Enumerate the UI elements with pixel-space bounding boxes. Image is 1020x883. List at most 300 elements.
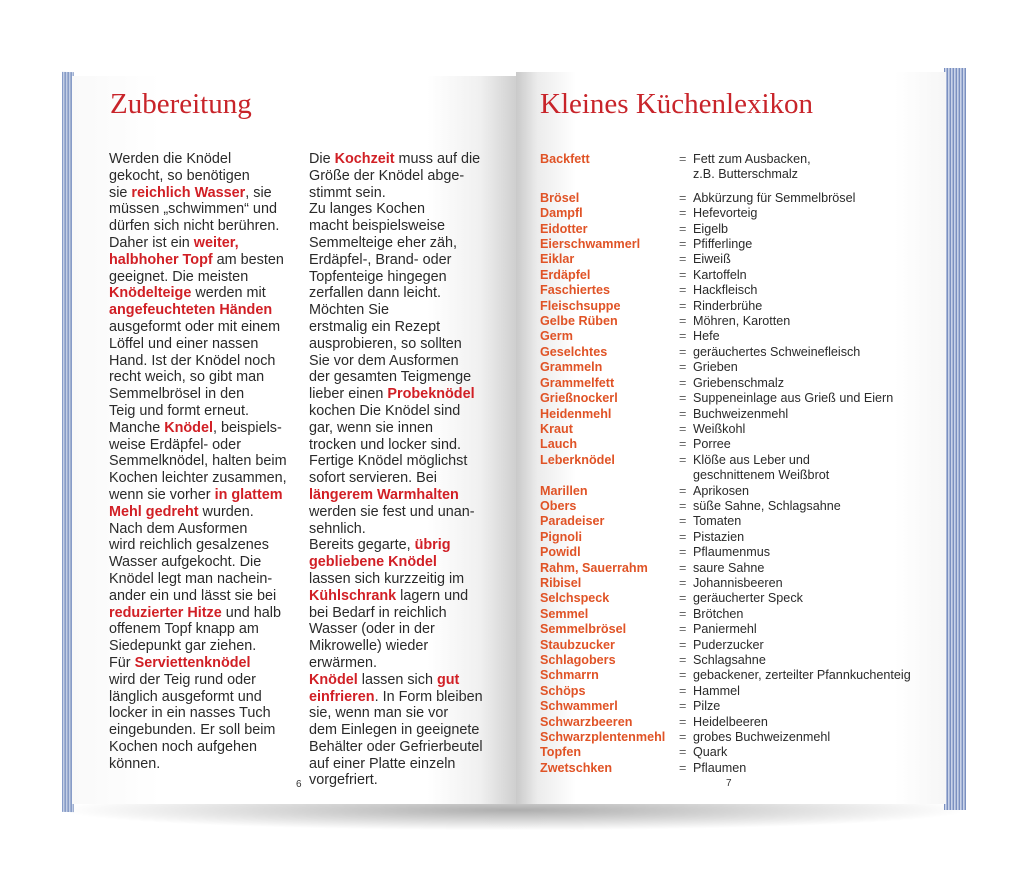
text-segment: Manche (109, 419, 165, 436)
definition-line: Hackfleisch (693, 283, 758, 298)
left-page (72, 76, 516, 804)
text-segment: muss auf die (394, 151, 481, 167)
glossary-entry (540, 715, 940, 730)
glossary-definition (693, 745, 727, 760)
glossary-entry (540, 299, 940, 314)
glossary-entry (540, 206, 940, 221)
definition-line: z.B. Butterschmalz (693, 167, 798, 182)
equals-sign: = (679, 437, 687, 452)
definition-line: Kartoffeln (693, 267, 747, 282)
text-line (109, 554, 299, 571)
text-segment: eingebunden. Er soll beim (109, 722, 276, 739)
glossary-definition (693, 283, 757, 298)
glossary-definition (693, 715, 768, 730)
text-line (109, 756, 299, 773)
text-line (309, 453, 509, 470)
glossary-term: Staubzucker (540, 637, 615, 652)
glossary-definition (693, 545, 770, 560)
text-line (309, 521, 509, 538)
text-segment: Sie vor dem Ausformen (309, 352, 459, 369)
glossary-definition (693, 391, 893, 406)
equals-sign: = (679, 622, 687, 637)
glossary-definition (693, 191, 855, 206)
glossary-entry (540, 576, 940, 591)
glossary-definition (693, 622, 757, 637)
glossary-definition (693, 499, 841, 514)
glossary-term: Heidenmehl (540, 406, 612, 421)
glossary-definition (693, 453, 829, 484)
text-line (109, 302, 299, 319)
text-segment: Werden die Knödel (109, 151, 232, 167)
highlighted-term: gebliebene Knödel (309, 554, 437, 571)
definition-line: Heidelbeeren (693, 714, 768, 729)
text-line (109, 453, 299, 470)
equals-sign: = (679, 745, 687, 760)
highlighted-term: Serviettenknödel (134, 654, 251, 671)
text-segment: lassen sich (357, 671, 437, 688)
equals-sign: = (679, 699, 687, 714)
text-segment: lagern und (396, 587, 469, 604)
highlighted-term: übrig (414, 537, 451, 554)
text-segment: sie, wenn man sie vor (309, 705, 449, 722)
glossary-entry (540, 283, 940, 298)
equals-sign: = (679, 452, 687, 467)
glossary-term: Schmarrn (540, 668, 599, 683)
text-segment: müssen „schwimmen“ und (109, 201, 277, 218)
glossary-entry (540, 453, 940, 484)
equals-sign: = (679, 714, 687, 729)
equals-sign: = (679, 730, 687, 745)
text-segment: Teig und formt erneut. (109, 402, 249, 419)
glossary-definition (693, 607, 743, 622)
page-number-left: 6 (296, 779, 302, 790)
text-segment: lieber einen (309, 386, 388, 403)
equals-sign: = (679, 560, 687, 575)
glossary-term: Ribisel (540, 575, 582, 590)
text-segment: , beispiels- (212, 419, 282, 436)
definition-line: süße Sahne, Schlagsahne (693, 498, 841, 513)
text-segment: Größe der Knödel abge- (309, 167, 465, 184)
glossary-definition (693, 360, 738, 375)
glossary-entry (540, 376, 940, 391)
text-segment: Siedepunkt gar ziehen. (109, 638, 257, 655)
equals-sign: = (679, 344, 687, 359)
text-line (109, 722, 299, 739)
glossary-entry (540, 222, 940, 237)
text-segment: Kochen noch aufgehen (109, 738, 258, 755)
glossary-entry (540, 668, 940, 683)
definition-line: geräuchertes Schweinefleisch (693, 344, 861, 359)
text-segment: erwärmen. (309, 654, 377, 671)
glossary-definition (693, 422, 745, 437)
equals-sign: = (679, 152, 687, 166)
glossary-term: Schöps (540, 683, 586, 698)
glossary-term: Germ (540, 329, 573, 344)
definition-line: Pflaumenmus (693, 545, 770, 560)
text-line (109, 437, 299, 454)
text-segment: vorgefriert. (309, 772, 378, 789)
glossary-term: Erdäpfel (540, 267, 591, 282)
glossary-term: Schwarzbeeren (540, 714, 633, 729)
text-line (109, 218, 299, 235)
text-line (109, 537, 299, 554)
definition-line: Tomaten (693, 514, 742, 529)
highlighted-term: Knödel (164, 419, 213, 436)
right-page-title: Kleines Küchenlexikon (540, 88, 814, 120)
glossary-term: Eierschwammerl (540, 237, 641, 252)
text-line (109, 470, 299, 487)
glossary-definition (693, 668, 911, 683)
text-line (109, 521, 299, 538)
glossary-definition (693, 329, 720, 344)
text-line (309, 756, 509, 773)
text-line (309, 705, 509, 722)
glossary-term: Grammelfett (540, 375, 615, 390)
text-line (109, 235, 299, 252)
text-line (109, 336, 299, 353)
definition-line: geschnittenem Weißbrot (693, 468, 830, 483)
text-line (109, 151, 299, 168)
definition-line: saure Sahne (693, 560, 765, 575)
right-page (516, 72, 946, 804)
text-segment: Kochen leichter zusammen, (109, 470, 287, 487)
glossary-term: Leberknödel (540, 452, 615, 467)
definition-line: gebackener, zerteilter Pfannkuchenteig (693, 668, 911, 683)
text-line (109, 201, 299, 218)
glossary-definition (693, 576, 783, 591)
glossary-entry (540, 730, 940, 745)
equals-sign: = (679, 606, 687, 621)
text-line (309, 554, 509, 571)
glossary-term: Semmel (540, 606, 589, 621)
definition-line: Buchweizenmehl (693, 406, 789, 421)
equals-sign: = (679, 575, 687, 590)
glossary-definition (693, 222, 728, 237)
equals-sign: = (679, 653, 687, 667)
text-segment: sie (109, 184, 132, 201)
glossary-definition (693, 530, 744, 545)
highlighted-term: weiter, (193, 234, 239, 251)
definition-line: Pistazien (693, 529, 745, 544)
text-segment: Für (109, 654, 135, 671)
text-line (109, 269, 299, 286)
text-line (309, 336, 509, 353)
text-line (309, 285, 509, 302)
text-line (109, 168, 299, 185)
definition-line: Rinderbrühe (693, 298, 763, 313)
definition-line: Porree (693, 437, 731, 452)
text-segment: wurden. (198, 503, 254, 520)
text-line (109, 403, 299, 420)
text-segment: offenem Topf knapp am (109, 621, 259, 638)
glossary-term: Obers (540, 498, 577, 513)
text-line (109, 353, 299, 370)
text-line (309, 168, 509, 185)
text-line (109, 621, 299, 638)
definition-line: Griebenschmalz (693, 375, 784, 390)
glossary-entry (540, 653, 940, 668)
text-segment: wird der Teig rund oder (109, 671, 256, 688)
glossary-term: Eidotter (540, 221, 588, 236)
glossary-entry (540, 360, 940, 375)
text-segment: , sie (245, 184, 272, 201)
glossary-definition (693, 684, 740, 699)
highlighted-term: Probeknödel (387, 386, 475, 403)
text-line (309, 386, 509, 403)
glossary-entry (540, 684, 940, 699)
glossary-entry (540, 314, 940, 329)
glossary-term: Powidl (540, 545, 581, 560)
highlighted-term: reichlich Wasser (131, 184, 246, 201)
text-segment: gekocht, so benötigen (109, 167, 250, 184)
text-line (109, 487, 299, 504)
text-segment: der gesamten Teigmenge (309, 369, 472, 386)
equals-sign: = (679, 360, 687, 375)
glossary-term: Rahm, Sauerrahm (540, 560, 648, 575)
text-segment: sehnlich. (309, 520, 366, 537)
equals-sign: = (679, 683, 687, 698)
text-segment: locker in ein nasses Tuch (109, 705, 271, 722)
glossary-term: Kraut (540, 421, 573, 436)
glossary-entry (540, 345, 940, 360)
text-segment: werden mit (191, 285, 266, 302)
definition-line: Hefevorteig (693, 206, 758, 221)
glossary-entry (540, 530, 940, 545)
glossary-entry (540, 391, 940, 406)
glossary-term: Backfett (540, 152, 590, 166)
equals-sign: = (679, 375, 687, 390)
text-segment: Mikrowelle) wieder (309, 638, 429, 655)
text-segment: Möchten Sie (309, 302, 389, 319)
glossary-term: Dampfl (540, 206, 583, 221)
text-segment: sofort servieren. Bei (309, 470, 437, 487)
text-line (109, 705, 299, 722)
equals-sign: = (679, 267, 687, 282)
definition-line: Johannisbeeren (693, 575, 783, 590)
glossary-definition (693, 514, 741, 529)
text-segment: dem Einlegen in geeignete (309, 722, 480, 739)
highlighted-term: einfrieren (309, 688, 375, 705)
text-line (309, 437, 509, 454)
glossary-definition (693, 252, 731, 267)
glossary-definition (693, 345, 860, 360)
highlighted-term: gut (436, 671, 460, 688)
equals-sign: = (679, 668, 687, 683)
text-line (309, 772, 509, 789)
definition-line: Abkürzung für Semmelbrösel (693, 190, 856, 205)
glossary-entry (540, 745, 940, 760)
glossary-definition (693, 484, 749, 499)
text-line (309, 403, 509, 420)
text-segment: Löffel und einer nassen (109, 335, 259, 352)
glossary-entry (540, 252, 940, 267)
definition-line: Weißkohl (693, 421, 746, 436)
glossary-entry (540, 437, 940, 452)
text-segment: und halb (221, 604, 281, 621)
text-line (309, 369, 509, 386)
text-line (109, 605, 299, 622)
highlighted-term: Knödelteige (109, 285, 192, 302)
text-line (309, 621, 509, 638)
text-segment: kochen Die Knödel sind (309, 402, 461, 419)
glossary-definition (693, 268, 747, 283)
text-line (309, 672, 509, 689)
glossary-term: Geselchtes (540, 344, 608, 359)
glossary-entry (540, 591, 940, 606)
glossary-term: Grießnockerl (540, 391, 618, 406)
equals-sign: = (679, 421, 687, 436)
text-segment: wird reichlich gesalzenes (109, 537, 269, 554)
text-segment: Behälter oder Gefrierbeutel (309, 738, 483, 755)
text-segment: ander ein und lässt sie bei (109, 587, 277, 604)
equals-sign: = (679, 237, 687, 252)
text-line (109, 672, 299, 689)
definition-line: Schlagsahne (693, 653, 766, 667)
definition-line: Quark (693, 745, 728, 760)
glossary-entry (540, 514, 940, 529)
text-line (309, 151, 509, 168)
text-segment: Hand. Ist der Knödel noch (109, 352, 276, 369)
text-line (309, 269, 509, 286)
definition-line: grobes Buchweizenmehl (693, 730, 831, 745)
text-line (309, 655, 509, 672)
equals-sign: = (679, 206, 687, 221)
glossary-term: Eiklar (540, 252, 575, 267)
text-line (309, 302, 509, 319)
highlighted-term: längerem Warmhalten (309, 486, 459, 503)
equals-sign: = (679, 252, 687, 267)
text-segment: weise Erdäpfel- oder (109, 436, 241, 453)
glossary-entry (540, 329, 940, 344)
highlighted-term: Mehl gedreht (109, 503, 199, 520)
glossary-term: Gelbe Rüben (540, 314, 618, 329)
glossary-term: Paradeiser (540, 514, 605, 529)
highlighted-term: Kühlschrank (309, 587, 397, 604)
text-line (109, 285, 299, 302)
glossary-entry (540, 561, 940, 576)
text-line (309, 504, 509, 521)
glossary-entry (540, 545, 940, 560)
glossary-term: Grammeln (540, 360, 603, 375)
definition-line: Eigelb (693, 221, 729, 236)
text-line (109, 588, 299, 605)
text-segment: Die (309, 151, 335, 167)
glossary-entry (540, 761, 940, 776)
glossary-term: Marillen (540, 483, 588, 498)
text-segment: bei Bedarf in reichlich (309, 604, 447, 621)
equals-sign: = (679, 391, 687, 406)
text-line (309, 353, 509, 370)
text-segment: erstmalig ein Rezept (309, 318, 441, 335)
text-line (109, 571, 299, 588)
glossary-definition (693, 561, 764, 576)
text-segment: Semmelknödel, halten beim (109, 453, 287, 470)
text-segment: recht weich, so gibt man (109, 369, 265, 386)
equals-sign: = (679, 483, 687, 498)
definition-line: Brötchen (693, 606, 744, 621)
text-line (109, 739, 299, 756)
glossary-term: Lauch (540, 437, 578, 452)
glossary-term: Schlagobers (540, 653, 616, 667)
highlighted-term: reduzierter Hitze (109, 604, 222, 621)
text-column-1 (109, 151, 299, 772)
glossary-entry (540, 191, 940, 206)
equals-sign: = (679, 406, 687, 421)
text-segment: trocken und locker sind. (309, 436, 461, 453)
text-segment: Knödel legt man nachein- (109, 570, 273, 587)
definition-line: Eiweiß (693, 252, 731, 267)
text-segment: Nach dem Ausformen (109, 520, 248, 537)
text-line (309, 605, 509, 622)
text-line (109, 386, 299, 403)
text-line (309, 689, 509, 706)
glossary-definition (693, 653, 766, 668)
glossary-definition (693, 299, 762, 314)
definition-line: geräucherter Speck (693, 591, 803, 606)
text-segment: Bereits gegarte, (309, 537, 415, 554)
text-segment: Topfenteige hingegen (309, 268, 447, 285)
text-line (309, 537, 509, 554)
text-line (309, 185, 509, 202)
definition-line: Hammel (693, 683, 740, 698)
text-line (309, 487, 509, 504)
text-line (109, 420, 299, 437)
text-segment: Erdäpfel-, Brand- oder (309, 251, 452, 268)
glossary-term: Pignoli (540, 529, 582, 544)
page-edges-right (944, 68, 966, 810)
text-segment: länglich ausgeformt und (109, 688, 262, 705)
equals-sign: = (679, 314, 687, 329)
glossary-term: Faschiertes (540, 283, 611, 298)
glossary-definition (693, 152, 811, 183)
text-segment: werden sie fest und unan- (309, 503, 475, 520)
text-line (109, 185, 299, 202)
text-segment: ausgeformt oder mit einem (109, 318, 281, 335)
glossary-entry (540, 638, 940, 653)
text-line (309, 420, 509, 437)
definition-line: Hefe (693, 329, 720, 344)
glossary-entry (540, 237, 940, 252)
glossary-entry (540, 484, 940, 499)
text-segment: geeignet. Die meisten (109, 268, 249, 285)
glossary-definition (693, 206, 757, 221)
definition-line: Pfifferlinge (693, 237, 753, 252)
text-segment: zerfallen dann leicht. (309, 285, 441, 302)
text-segment: am besten (212, 251, 284, 268)
text-line (109, 319, 299, 336)
highlighted-term: Knödel (309, 671, 358, 688)
text-segment: dürfen sich nicht berühren. (109, 218, 280, 235)
equals-sign: = (679, 637, 687, 652)
glossary-entry (540, 607, 940, 622)
definition-line: Fett zum Ausbacken, (693, 152, 811, 166)
text-segment: Fertige Knödel möglichst (309, 453, 468, 470)
left-page-title: Zubereitung (110, 88, 252, 120)
glossary-entry (540, 407, 940, 422)
text-segment: macht beispielsweise (309, 218, 445, 235)
text-segment: Wasser (oder in der (309, 621, 435, 638)
glossary-definition (693, 699, 720, 714)
text-line (109, 655, 299, 672)
text-segment: lassen sich kurzzeitig im (309, 570, 465, 587)
glossary-definition (693, 237, 752, 252)
text-line (309, 638, 509, 655)
equals-sign: = (679, 298, 687, 313)
text-segment: wenn sie vorher (109, 486, 215, 503)
text-line (109, 252, 299, 269)
definition-line: Möhren, Karotten (693, 314, 791, 329)
text-line (309, 588, 509, 605)
